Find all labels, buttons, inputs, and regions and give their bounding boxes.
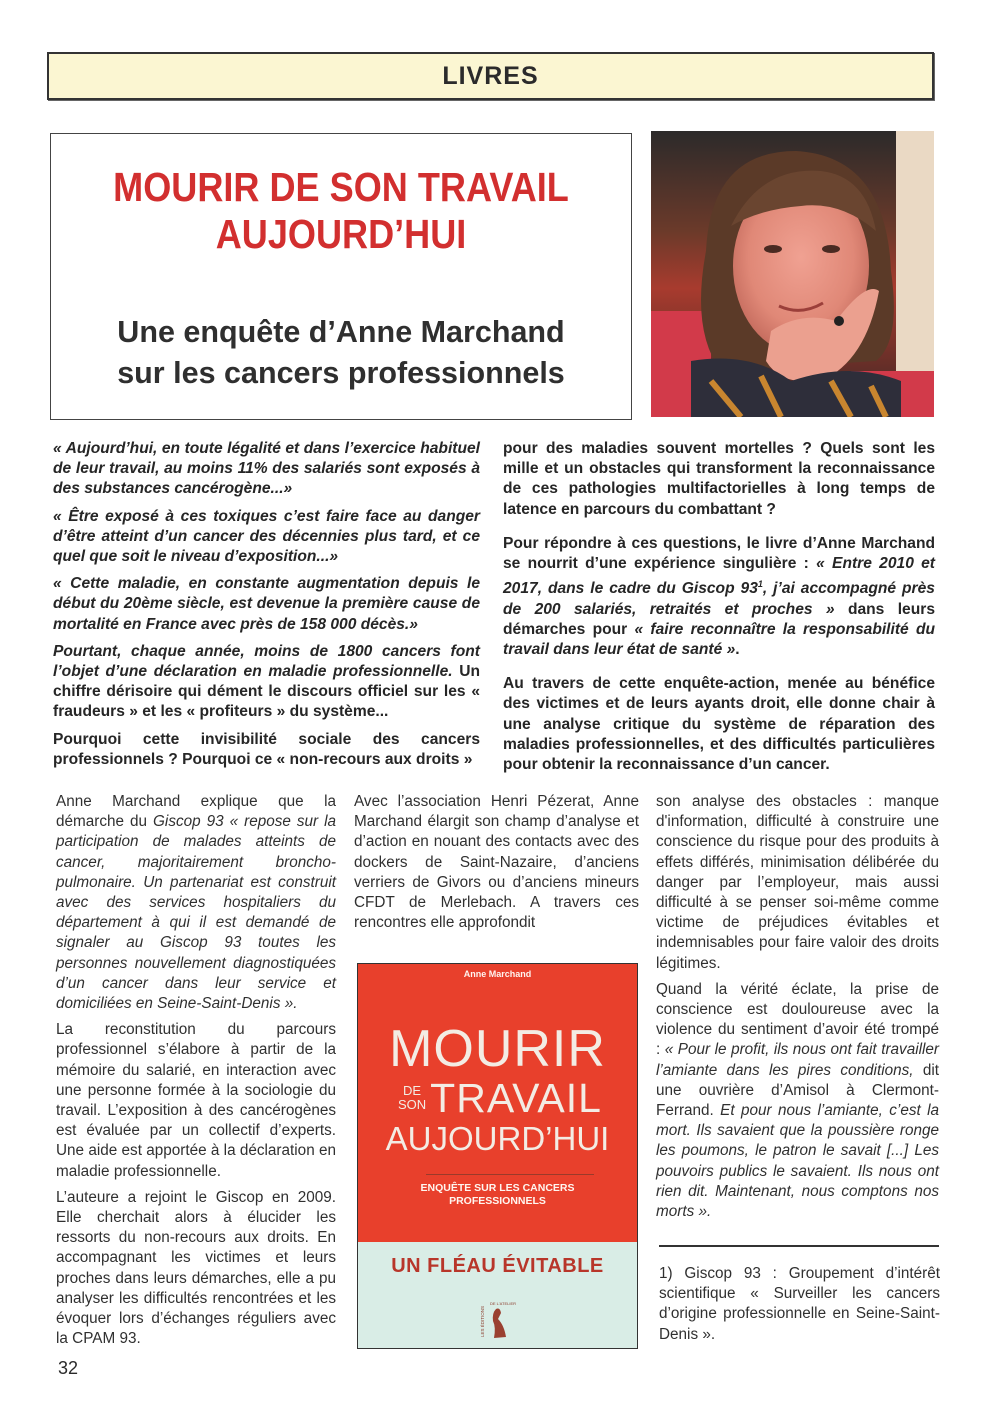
book-cover: [357, 963, 638, 1349]
book-cover-son: SON: [398, 1097, 427, 1112]
body-paragraph: Avec l’association Henri Pézerat, Anne Marchand élargit son champ d’analyse et d’action en nouant des contacts avec des dockers de Saint-Nazaire, d’anciens verriers de Givors ou d’anciens mineurs CFDT de Merlebach. A travers ces rencontres elle approfondit: [354, 793, 639, 932]
body-text: Anne Marchand explique que la démarche du: [56, 793, 336, 831]
publisher-logo-icon: [478, 1297, 518, 1342]
book-cover-de: DE: [403, 1083, 422, 1098]
book-cover-subtitle-line1: ENQUÊTE SUR LES CANCERS: [420, 1182, 575, 1194]
intro-text: Pour répondre à ces questions, le livre d’Anne Marchand se nourrit d’une expérience singulière :: [503, 534, 935, 573]
book-cover-author: Anne Marchand: [463, 969, 532, 979]
body-column-1: [56, 792, 336, 1355]
svg-text:LES ÉDITIONS: LES ÉDITIONS: [480, 1305, 485, 1337]
section-banner: [47, 52, 934, 100]
footnote-ref[interactable]: 1: [757, 579, 763, 590]
book-cover-subtitle-line2: PROFESSIONNELS: [449, 1195, 546, 1207]
body-paragraph: [56, 792, 336, 1014]
page-number: 32: [58, 1358, 79, 1378]
intro-quote: « Aujourd’hui, en toute légalité et dans l’exercice habituel de leur travail, au moins 11% des salariés sont exposés à des substances cancérogène...»: [53, 440, 480, 498]
book-cover-subtitle: [358, 1182, 637, 1208]
body-quote: « Pour le profit, ils nous ont fait travailler l’amiante dans les pires conditions,: [656, 1041, 940, 1079]
intro-paragraph: Pourquoi cette invisibilité sociale des cancers professionnels ? Pourquoi ce « non-recours aux droits »: [53, 730, 480, 768]
book-cover-title-travail: TRAVAIL: [430, 1075, 602, 1121]
svg-text:DE L'ATELIER: DE L'ATELIER: [490, 1301, 517, 1306]
article-title-box: [50, 133, 632, 420]
book-cover-title-line2: [398, 1076, 602, 1120]
body-column-2: [354, 792, 639, 939]
article-title-line2: AUJOURD’HUI: [215, 211, 467, 257]
intro-emphasis: , j’ai accompagné près de 200 salariés, retraités et proches »: [503, 580, 935, 618]
article-subtitle: [51, 312, 631, 394]
intro-text: dans leurs démarches pour: [503, 600, 935, 638]
article-title: [86, 164, 596, 258]
intro-emphasis: « Entre 2010 et 2017, dans le cadre du Giscop 93: [503, 555, 935, 598]
intro-emphasis: « faire reconnaître la responsabilité du travail dans leur état de santé »: [503, 620, 936, 659]
intro-paragraph: Au travers de cette enquête-action, menée au bénéfice des victimes et de leurs ayants droit, elle donne chair à une analyse critique du système de réparation des maladies professionnelles, et des difficultés particulières pour obtenir la reconnaissance d’un cancer.: [503, 675, 935, 774]
intro-left-column: [53, 439, 480, 777]
article-subtitle-line1: Une enquête d’Anne Marchand: [117, 315, 565, 349]
book-cover-tagline: UN FLÉAU ÉVITABLE: [391, 1255, 604, 1277]
intro-quote: « Être exposé à ces toxiques c’est faire face au danger d’être atteint d’un cancer des décennies plus tard, et ce quel que soit le niveau d’exposition...»: [53, 507, 480, 566]
intro-text: .: [735, 641, 740, 659]
intro-paragraph: pour des maladies souvent mortelles ? Quels sont les mille et un obstacles qui transforment la reconnaissance de ces pathologies multifactorielles à long temps de latence en parcours du combattant ?: [503, 440, 935, 518]
intro-paragraph: [53, 642, 480, 723]
section-label: LIVRES: [442, 61, 539, 90]
body-paragraph: [656, 980, 939, 1222]
book-cover-title-aujourdhui: AUJOURD’HUI: [385, 1120, 610, 1157]
footnote: 1) Giscop 93 : Groupement d’intérêt scientifique « Surveiller les cancers d’origine professionnelle en Seine-Saint-Denis ».: [659, 1265, 940, 1343]
body-quote: Et pour nous l’amiante, c’est la mort. Ils savaient que la poussière ronge les poumons, le patron le savait [...] Les pouvoirs publics le savaient. Ils nous ont rien dit. Maintenant, nous comptons nos morts ».: [656, 1102, 939, 1221]
body-text: dit une ouvrière d’Amisol à Clermont-Ferrand.: [656, 1061, 940, 1120]
intro-quote: « Cette maladie, en constante augmentation depuis le début du 20ème siècle, est devenue la première cause de mortalité en France avec près de 158 000 décès.»: [53, 575, 480, 633]
intro-emphasis: Pourtant, chaque année, moins de 1800 cancers font l’objet d’une déclaration en maladie professionnelle.: [53, 642, 480, 681]
article-subtitle-line2: sur les cancers professionnels: [117, 356, 565, 390]
body-text: Quand la vérité éclate, la prise de conscience est douloureuse avec la violence du sentiment d’avoir été trompé :: [656, 980, 939, 1059]
author-photo: [651, 131, 934, 417]
article-title-line1: MOURIR DE SON TRAVAIL: [113, 164, 569, 210]
intro-paragraph: [503, 534, 935, 660]
body-paragraph: L’auteure a rejoint le Giscop en 2009. Elle cherchait alors à élucider les ressorts du non-recours aux droits. En accompagnant les victimes et leurs proches dans leurs démarches, elle a pu analyser les difficultés rencontrées et les évoquer lors d’échanges réguliers avec la CPAM 93.: [56, 1188, 336, 1348]
footnote-divider: [659, 1245, 939, 1247]
intro-text: Un chiffre dérisoire qui dément le discours officiel sur les « fraudeurs » et les « profiteurs » du système...: [53, 663, 480, 721]
book-cover-title-mourir: MOURIR: [389, 1020, 606, 1078]
book-cover-red-panel: [358, 964, 637, 1242]
body-paragraph: La reconstitution du parcours professionnel s’élabore à partir de la mémoire du salarié, en interaction avec une personne formée à la sociologie du travail. L’exposition à des cancérogènes est évaluée par un collectif d’experts. Une aide est apportée à la déclaration en maladie professionnelle.: [56, 1021, 336, 1180]
author-portrait-image: [651, 131, 934, 417]
body-paragraph: son analyse des obstacles : manque d'information, difficulté à construire une conscience du risque pour des produits à effets différés, minimisation délibérée du danger par l’employeur, mais aussi difficulté à se penser soi-même comme victime de préjudices évitables et indemnisables pour faire valoir des droits légitimes.: [656, 793, 939, 972]
book-cover-mint-panel: [358, 1242, 637, 1348]
intro-right-column: [503, 439, 935, 782]
body-quote: Giscop 93 « repose sur la participation de malades atteints de cancer, majoritairement broncho-pulmonaire. Un partenariat est construit avec des services hospitaliers du département à qui il est demandé de signaler au Giscop 93 toutes les personnes nouvellement diagnostiquées d’un cancer dans leur service et domiciliées en Seine-Saint-Denis ».: [56, 813, 336, 1013]
book-cover-de-son: [398, 1084, 426, 1112]
body-column-3: [656, 792, 939, 1228]
book-cover-divider: [426, 1174, 594, 1175]
